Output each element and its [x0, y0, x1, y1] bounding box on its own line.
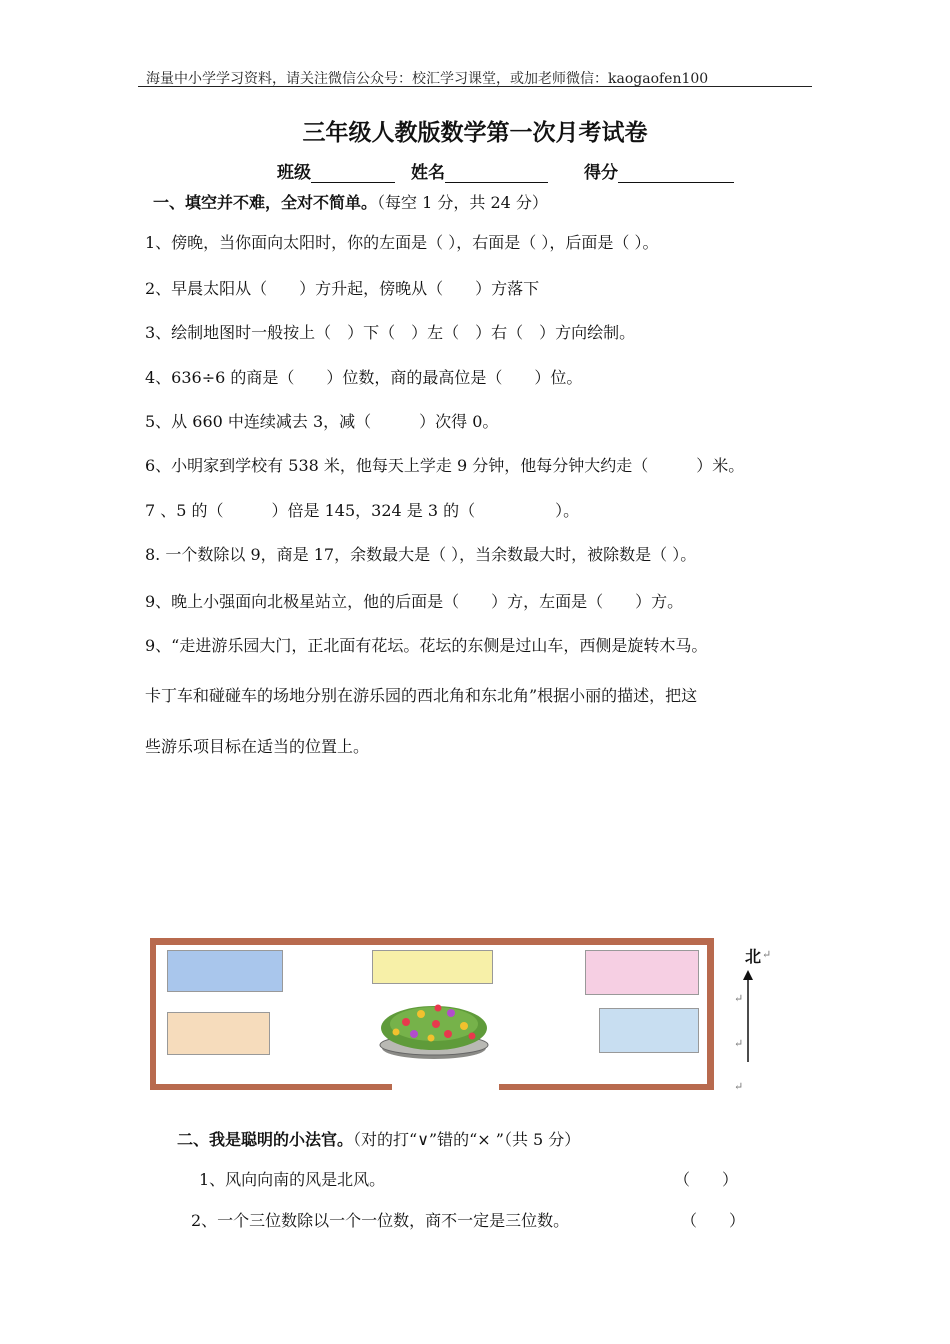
section2-heading-line	[177, 1127, 580, 1150]
section1-heading: 一、填空并不难，全对不简单。	[153, 193, 378, 212]
question: 6、小明家到学校有 538 米，他每天上学走 9 分钟，他每分钟大约走（ ）米。	[145, 456, 745, 475]
question: 5、从 660 中连续减去 3，减（ ）次得 0。	[145, 412, 499, 431]
judge-question: 1、风向向南的风是北风。	[199, 1170, 386, 1189]
return-mark-icon: ↵	[734, 1037, 744, 1050]
header-note: 海量中小学学习资料，请关注微信公众号：校汇学习课堂，或加老师微信：kaogaofen100	[146, 71, 709, 87]
return-mark-icon: ↵	[734, 992, 744, 1005]
paragraph-line: 卡丁车和碰碰车的场地分别在游乐园的西北角和东北角”根据小丽的描述，把这	[145, 686, 698, 705]
class-field	[277, 158, 395, 183]
question: 2、早晨太阳从（ ）方升起，傍晚从（ ）方落下	[145, 279, 540, 298]
question: 9、晚上小强面向北极星站立，他的后面是（ ）方，左面是（ ）方。	[145, 592, 684, 611]
class-label: 班级	[277, 163, 311, 183]
return-mark-icon: ↵	[734, 1080, 744, 1093]
question: 3、绘制地图时一般按上（ ）下（ ）左（ ）右（ ）方向绘制。	[145, 323, 636, 342]
section1-heading-line	[153, 190, 548, 213]
section2-heading: 二、我是聪明的小法官。	[177, 1130, 354, 1149]
page-title: 三年级人教版数学第一次月考试卷	[302, 119, 648, 146]
map-wall-top	[150, 938, 714, 945]
question: 8. 一个数除以 9，商是 17，余数最大是（ ），当余数最大时，被除数是（ ）。	[145, 545, 697, 564]
northeast-area[interactable]	[585, 950, 699, 995]
name-label: 姓名	[411, 163, 445, 183]
paragraph-line: 些游乐项目标在适当的位置上。	[145, 737, 370, 756]
header-divider	[138, 86, 812, 87]
score-field	[584, 158, 734, 183]
name-blank[interactable]	[445, 164, 548, 183]
map-wall-right	[707, 938, 714, 1090]
map-wall-bottom-left	[150, 1084, 392, 1090]
north-label: 北	[745, 947, 762, 966]
judge-question: 2、一个三位数除以一个一位数，商不一定是三位数。	[191, 1211, 570, 1230]
class-blank[interactable]	[311, 164, 395, 183]
return-mark-icon: ↵	[762, 948, 772, 961]
section1-note: （每空 1 分，共 24 分）	[377, 193, 548, 212]
judge-answer-box[interactable]: （ ）	[681, 1211, 746, 1230]
east-area[interactable]	[599, 1008, 699, 1053]
map-wall-bottom-right	[499, 1084, 714, 1090]
question: 1、傍晚，当你面向太阳时，你的左面是（ ），右面是（ ），后面是（ ）。	[145, 233, 659, 252]
map-wall-left	[150, 938, 156, 1090]
name-field	[411, 158, 548, 183]
paragraph-line: 9、“走进游乐园大门，正北面有花坛。花坛的东侧是过山车，西侧是旋转木马。	[145, 636, 708, 655]
west-area[interactable]	[167, 1012, 270, 1055]
northwest-area[interactable]	[167, 950, 283, 992]
question: 7 、5 的（ ）倍是 145，324 是 3 的（ ）。	[145, 501, 580, 520]
question: 4、636÷6 的商是（ ）位数，商的最高位是（ ）位。	[145, 368, 583, 387]
flower-bed-icon	[376, 996, 492, 1064]
section2-note: （对的打“∨”错的“× ”（共 5 分）	[353, 1130, 581, 1149]
judge-answer-box[interactable]: （ ）	[674, 1170, 739, 1189]
north-area[interactable]	[372, 950, 493, 984]
score-blank[interactable]	[618, 164, 734, 183]
score-label: 得分	[584, 163, 618, 183]
